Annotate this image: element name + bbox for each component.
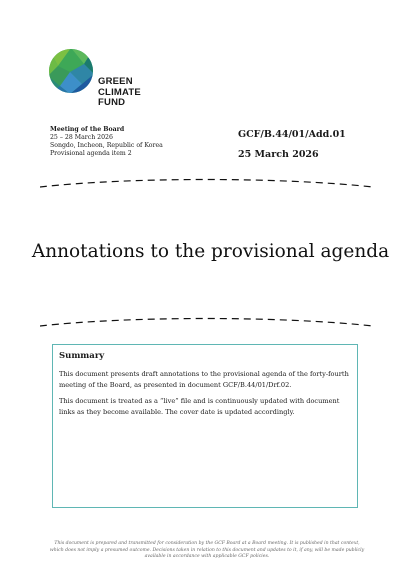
summary-heading: Summary	[59, 351, 105, 361]
document-symbol: GCF/B.44/01/Add.01	[238, 129, 346, 140]
logo-line-2: CLIMATE	[98, 86, 141, 98]
document-reference	[238, 125, 346, 165]
meeting-dates: 25 – 28 March 2026	[50, 134, 113, 141]
top-divider	[40, 176, 373, 192]
summary-paragraph-2: This document is treated as a “live” file and is continuously updated with document links as they become available. The cover date is updated accordingly.	[59, 397, 340, 416]
logo-line-1: GREEN	[98, 76, 133, 87]
logo-wordmark	[98, 77, 141, 109]
bottom-divider	[40, 315, 373, 331]
summary-box	[52, 344, 358, 508]
document-date: 25 March 2026	[238, 149, 319, 160]
page-title: Annotations to the provisional agenda	[31, 241, 390, 262]
logo-line-3: FUND	[98, 97, 126, 108]
footer-disclaimer: This document is prepared and transmitted for consideration by the GCF Board at a Board meeting. It is published in that context, which does not imply a presumed outcome. Decisions taken in relation to this document and updates to it, if any, will be made publicly available in accordance with applicable GCF policies.	[49, 541, 365, 559]
meeting-agenda-item: Provisional agenda item 2	[50, 150, 132, 157]
meeting-location: Songdo, Incheon, Republic of Korea	[50, 142, 163, 149]
meeting-title: Meeting of the Board	[50, 126, 125, 133]
meeting-info	[50, 126, 200, 158]
globe-icon	[48, 48, 94, 94]
summary-paragraph-1: This document presents draft annotations to the provisional agenda of the forty-fourth meeting of the Board, as presented in document GCF/B.44/01/Drf.02.	[59, 370, 349, 389]
gcf-logo	[48, 48, 158, 110]
